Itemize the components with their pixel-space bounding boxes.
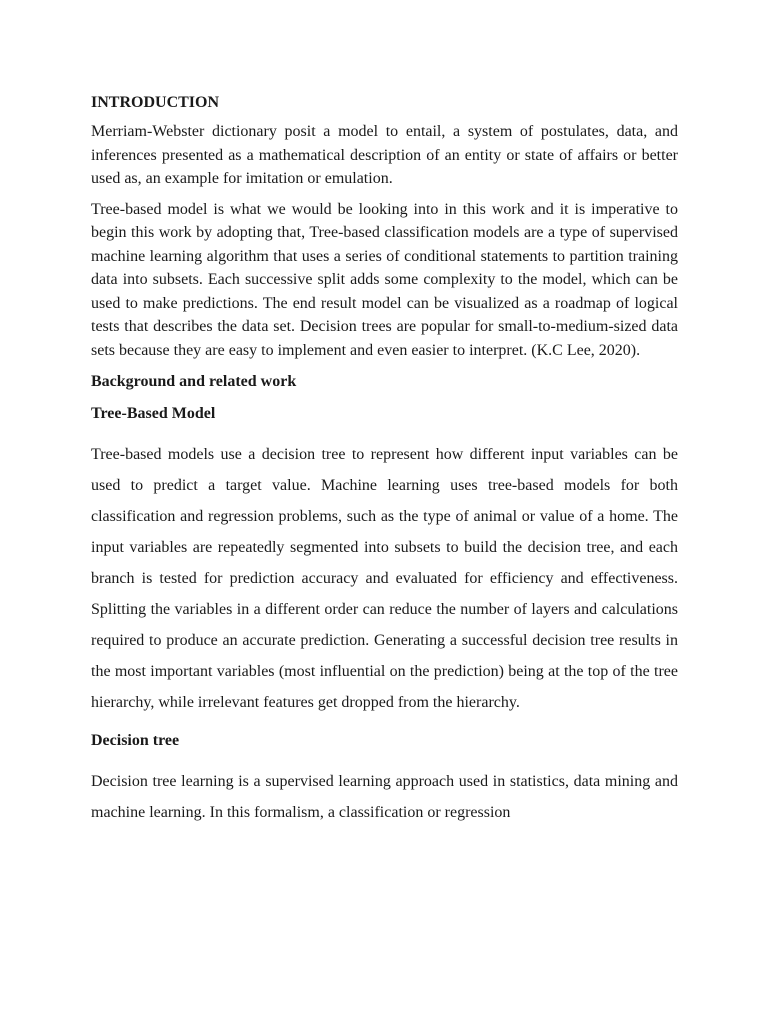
introduction-paragraph-1: Merriam-Webster dictionary posit a model to entail, a system of postulates, data, and inferences presented as a mathematical description of an entity or state of affairs or better used as, an example for imitation or emulation. xyxy=(91,123,678,187)
document-page xyxy=(91,91,678,828)
decision-tree-paragraph: Decision tree learning is a supervised learning approach used in statistics, data mining and machine learning. In this formalism, a classification or regression xyxy=(91,773,678,821)
tree-based-model-paragraph: Tree-based models use a decision tree to represent how different input variables can be used to predict a target value. Machine learning uses tree-based models for both classification and regression problems, such as the type of animal or value of a home. The input variables are repeatedly segmented into subsets to build the decision tree, and each branch is tested for prediction accuracy and evaluated for efficiency and effectiveness. Splitting the variables in a different order can reduce the number of layers and calculations required to produce an accurate prediction. Generating a successful decision tree results in the most important variables (most influential on the prediction) being at the top of the tree hierarchy, while irrelevant features get dropped from the hierarchy. xyxy=(91,446,678,711)
background-heading: Background and related work xyxy=(91,373,297,390)
introduction-paragraph-2: Tree-based model is what we would be looking into in this work and it is imperative to begin this work by adopting that, Tree-based classification models are a type of supervised machine learning algorithm that uses a series of conditional statements to partition training data into subsets. Each successive split adds some complexity to the model, which can be used to make predictions. The end result model can be visualized as a roadmap of logical tests that describes the data set. Decision trees are popular for small-to-medium-sized data sets because they are easy to implement and even easier to interpret. (K.C Lee, 2020). xyxy=(91,200,678,359)
tree-based-model-heading: Tree-Based Model xyxy=(91,405,216,422)
decision-tree-heading: Decision tree xyxy=(91,732,180,749)
introduction-heading: INTRODUCTION xyxy=(91,94,220,111)
